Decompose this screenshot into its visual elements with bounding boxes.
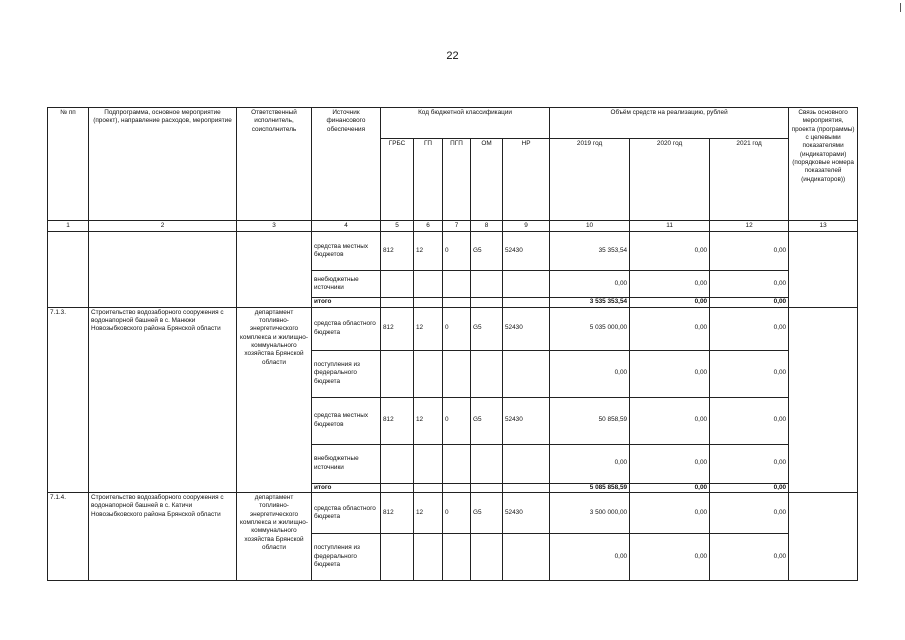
- empty-cell: [503, 483, 550, 492]
- header-subprogram: Подпрограмма, основное мероприятие (проект), направление расходов, мероприятие: [89, 108, 237, 221]
- nr-cell: 52430: [503, 232, 550, 271]
- amount-2021: 0,00: [710, 533, 789, 580]
- col-number: 4: [312, 221, 381, 232]
- pgp-cell: [443, 533, 471, 580]
- amount-2019: 0,00: [550, 444, 630, 483]
- col-number: 1: [48, 221, 89, 232]
- header-2021: 2021 год: [710, 139, 789, 221]
- source-cell: внебюджетные источники: [312, 444, 381, 483]
- empty-cell: [471, 483, 503, 492]
- source-cell: поступления из федерального бюджета: [312, 533, 381, 580]
- amount-2019: 0,00: [550, 271, 630, 298]
- om-cell: [471, 533, 503, 580]
- header-executor: Ответственный исполнитель, соисполнитель: [237, 108, 312, 221]
- total-2019: 5 085 858,59: [550, 483, 630, 492]
- amount-2020: 0,00: [630, 350, 710, 397]
- header-nr: НР: [503, 139, 550, 221]
- om-cell: [471, 271, 503, 298]
- amount-2021: 0,00: [710, 444, 789, 483]
- nr-cell: 52430: [503, 397, 550, 444]
- page-number: 22: [446, 50, 459, 62]
- prev-executor-cell: [237, 232, 312, 307]
- grbs-cell: [381, 271, 414, 298]
- grbs-cell: [381, 350, 414, 397]
- source-cell: средства областного бюджета: [312, 492, 381, 533]
- header-grbs: ГРБС: [381, 139, 414, 221]
- amount-2019: 0,00: [550, 533, 630, 580]
- link-cell: [789, 232, 858, 307]
- col-number: 9: [503, 221, 550, 232]
- item-name: Строительство водозаборного сооружения с водонапорной башней в с. Катичи Новозыбковского района Брянской области: [89, 492, 237, 580]
- link-cell: [789, 307, 858, 492]
- col-number: 6: [414, 221, 443, 232]
- pgp-cell: 0: [443, 492, 471, 533]
- amount-2020: 0,00: [630, 533, 710, 580]
- header-num: № пп: [48, 108, 89, 221]
- header-pgp: ПГП: [443, 139, 471, 221]
- gp-cell: 12: [414, 232, 443, 271]
- pgp-cell: [443, 271, 471, 298]
- col-number: 11: [630, 221, 710, 232]
- om-cell: G5: [471, 307, 503, 350]
- prev-name-cell: [89, 232, 237, 307]
- amount-2019: 0,00: [550, 350, 630, 397]
- total-2021: 0,00: [710, 298, 789, 307]
- amount-2019: 50 858,59: [550, 397, 630, 444]
- grbs-cell: 812: [381, 492, 414, 533]
- empty-cell: [414, 483, 443, 492]
- amount-2019: 5 035 000,00: [550, 307, 630, 350]
- pgp-cell: 0: [443, 232, 471, 271]
- empty-cell: [414, 298, 443, 307]
- nr-cell: [503, 444, 550, 483]
- col-number: 10: [550, 221, 630, 232]
- empty-cell: [381, 298, 414, 307]
- table-row: [48, 492, 858, 533]
- source-cell: средства областного бюджета: [312, 307, 381, 350]
- amount-2021: 0,00: [710, 350, 789, 397]
- item-name: Строительство водозаборного сооружения с водонапорной башней в с. Манюки Новозыбковского района Брянской области: [89, 307, 237, 492]
- empty-cell: [471, 298, 503, 307]
- table-row: [48, 307, 858, 350]
- om-cell: G5: [471, 397, 503, 444]
- empty-cell: [503, 298, 550, 307]
- amount-2020: 0,00: [630, 444, 710, 483]
- col-number: 2: [89, 221, 237, 232]
- amount-2020: 0,00: [630, 397, 710, 444]
- total-2021: 0,00: [710, 483, 789, 492]
- pgp-cell: 0: [443, 307, 471, 350]
- header-link: Связь основного мероприятия, проекта (программы) с целевыми показателями (индикаторами) (порядковые номера показателей (индикаторов)): [789, 108, 858, 221]
- grbs-cell: 812: [381, 397, 414, 444]
- header-volume: Объём средств на реализацию, рублей: [550, 108, 789, 139]
- source-cell: средства местных бюджетов: [312, 232, 381, 271]
- nr-cell: 52430: [503, 492, 550, 533]
- item-number: 7.1.4.: [48, 492, 89, 580]
- header-2019: 2019 год: [550, 139, 630, 221]
- nr-cell: [503, 533, 550, 580]
- edge-mark: [900, 3, 901, 12]
- col-number: 13: [789, 221, 858, 232]
- om-cell: [471, 350, 503, 397]
- header-source: Источник финансового обеспечения: [312, 108, 381, 221]
- total-label: итого: [312, 298, 381, 307]
- gp-cell: [414, 533, 443, 580]
- om-cell: G5: [471, 232, 503, 271]
- col-number: 12: [710, 221, 789, 232]
- gp-cell: 12: [414, 492, 443, 533]
- empty-cell: [381, 483, 414, 492]
- header-budget-code: Код бюджетной классификации: [381, 108, 550, 139]
- header-gp: ГП: [414, 139, 443, 221]
- amount-2021: 0,00: [710, 307, 789, 350]
- gp-cell: [414, 444, 443, 483]
- pgp-cell: [443, 350, 471, 397]
- total-label: итого: [312, 483, 381, 492]
- grbs-cell: 812: [381, 232, 414, 271]
- amount-2021: 0,00: [710, 232, 789, 271]
- pgp-cell: [443, 444, 471, 483]
- gp-cell: 12: [414, 397, 443, 444]
- item-executor: департамент топливно-энергетического комплекса и жилищно-коммунального хозяйства Брянской области: [237, 492, 312, 580]
- nr-cell: 52430: [503, 307, 550, 350]
- prev-num-cell: [48, 232, 89, 307]
- source-cell: внебюджетные источники: [312, 271, 381, 298]
- amount-2021: 0,00: [710, 271, 789, 298]
- amount-2021: 0,00: [710, 492, 789, 533]
- header-2020: 2020 год: [630, 139, 710, 221]
- source-cell: средства местных бюджетов: [312, 397, 381, 444]
- total-2020: 0,00: [630, 298, 710, 307]
- column-numbers-row: [48, 221, 858, 232]
- grbs-cell: 812: [381, 307, 414, 350]
- header-row: [48, 108, 858, 139]
- source-cell: поступления из федерального бюджета: [312, 350, 381, 397]
- nr-cell: [503, 271, 550, 298]
- gp-cell: [414, 271, 443, 298]
- amount-2020: 0,00: [630, 307, 710, 350]
- header-om: ОМ: [471, 139, 503, 221]
- item-executor: департамент топливно-энергетического комплекса и жилищно-коммунального хозяйства Брянской области: [237, 307, 312, 492]
- gp-cell: 12: [414, 307, 443, 350]
- col-number: 7: [443, 221, 471, 232]
- om-cell: [471, 444, 503, 483]
- link-cell: [789, 492, 858, 580]
- col-number: 5: [381, 221, 414, 232]
- empty-cell: [443, 483, 471, 492]
- table-row: [48, 232, 858, 271]
- budget-table: [47, 107, 858, 581]
- total-2020: 0,00: [630, 483, 710, 492]
- grbs-cell: [381, 444, 414, 483]
- grbs-cell: [381, 533, 414, 580]
- om-cell: G5: [471, 492, 503, 533]
- total-2019: 3 535 353,54: [550, 298, 630, 307]
- amount-2021: 0,00: [710, 397, 789, 444]
- empty-cell: [443, 298, 471, 307]
- amount-2020: 0,00: [630, 492, 710, 533]
- gp-cell: [414, 350, 443, 397]
- col-number: 3: [237, 221, 312, 232]
- nr-cell: [503, 350, 550, 397]
- amount-2019: 3 500 000,00: [550, 492, 630, 533]
- amount-2019: 35 353,54: [550, 232, 630, 271]
- amount-2020: 0,00: [630, 271, 710, 298]
- col-number: 8: [471, 221, 503, 232]
- item-number: 7.1.3.: [48, 307, 89, 492]
- amount-2020: 0,00: [630, 232, 710, 271]
- pgp-cell: 0: [443, 397, 471, 444]
